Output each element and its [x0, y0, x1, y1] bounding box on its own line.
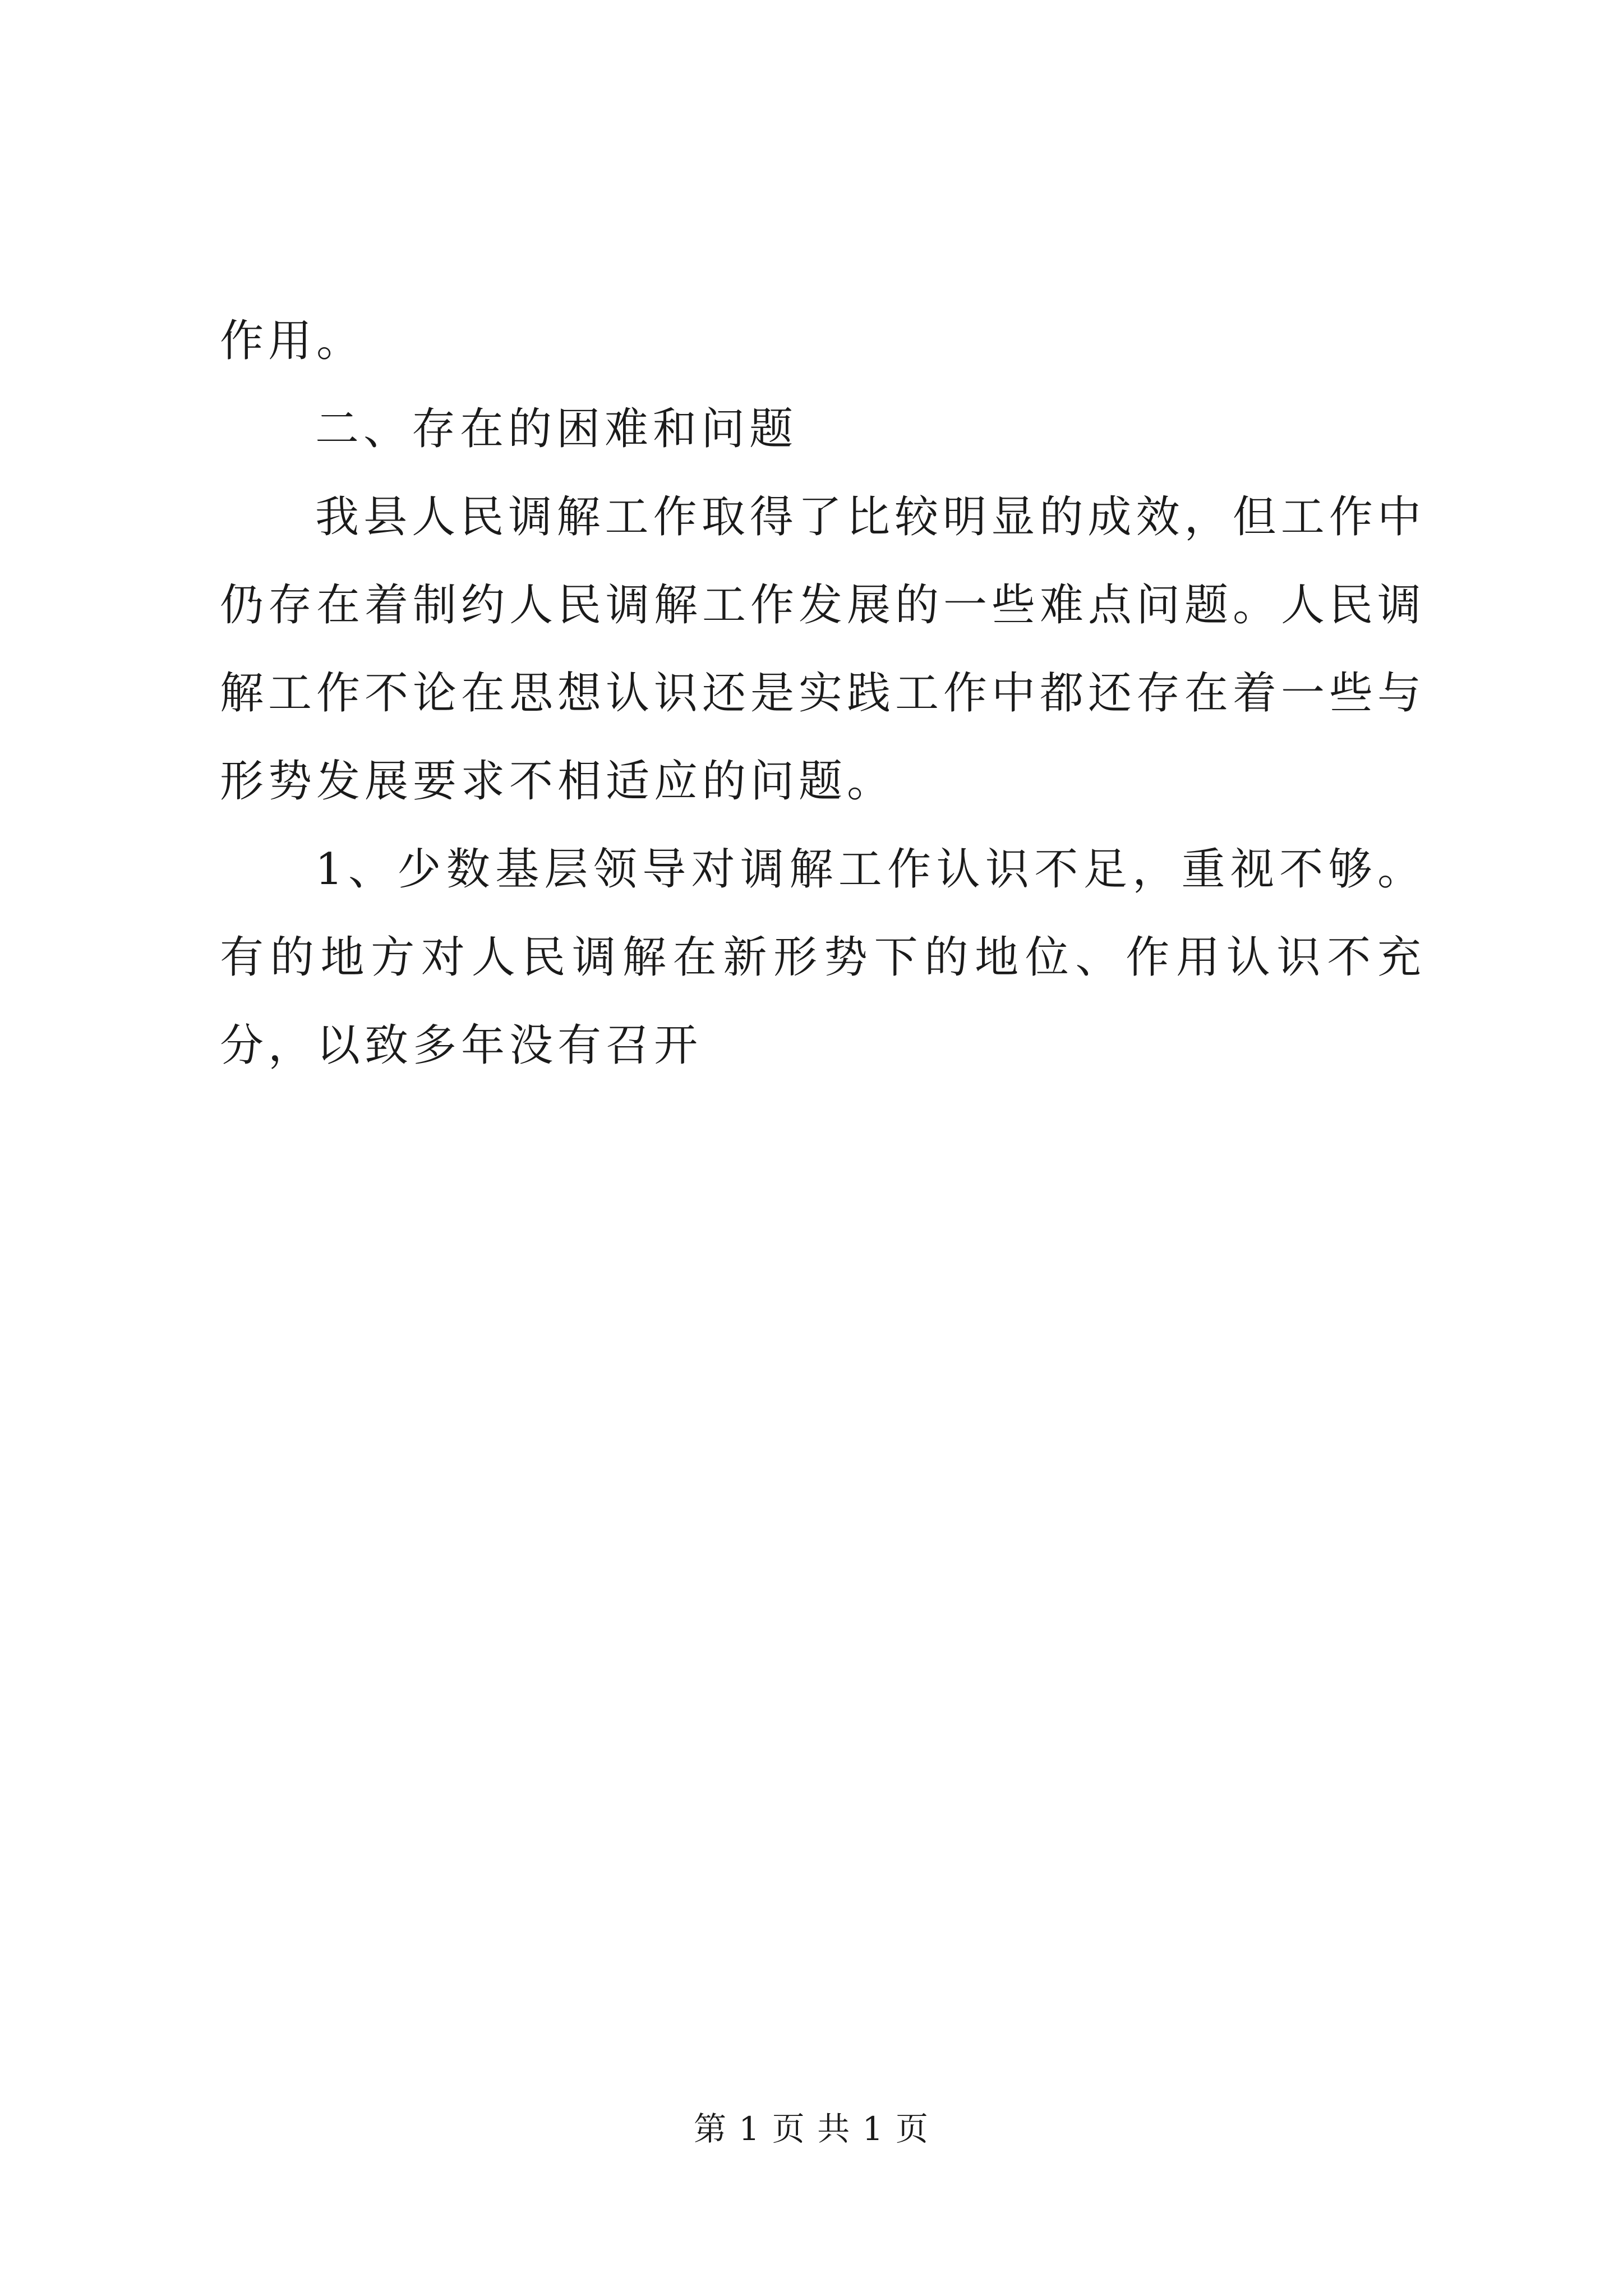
document-body: [220, 297, 1426, 1090]
paragraph-continuation: 作用。: [220, 316, 365, 366]
page-footer: 第 1 页 共 1 页: [694, 2110, 929, 2148]
section-heading: 二、存在的困难和问题: [315, 404, 798, 454]
paragraph-item-1: 1、少数基层领导对调解工作认识不足，重视不够。有的地方对人民调解在新形势下的地位、作用认识不充分，以致多年没有召开: [220, 844, 1426, 1071]
paragraph-intro: 我县人民调解工作取得了比较明显的成效，但工作中仍存在着制约人民调解工作发展的一些难点问题。人民调解工作不论在思想认识还是实践工作中都还存在着一些与形势发展要求不相适应的问题。: [220, 492, 1426, 807]
